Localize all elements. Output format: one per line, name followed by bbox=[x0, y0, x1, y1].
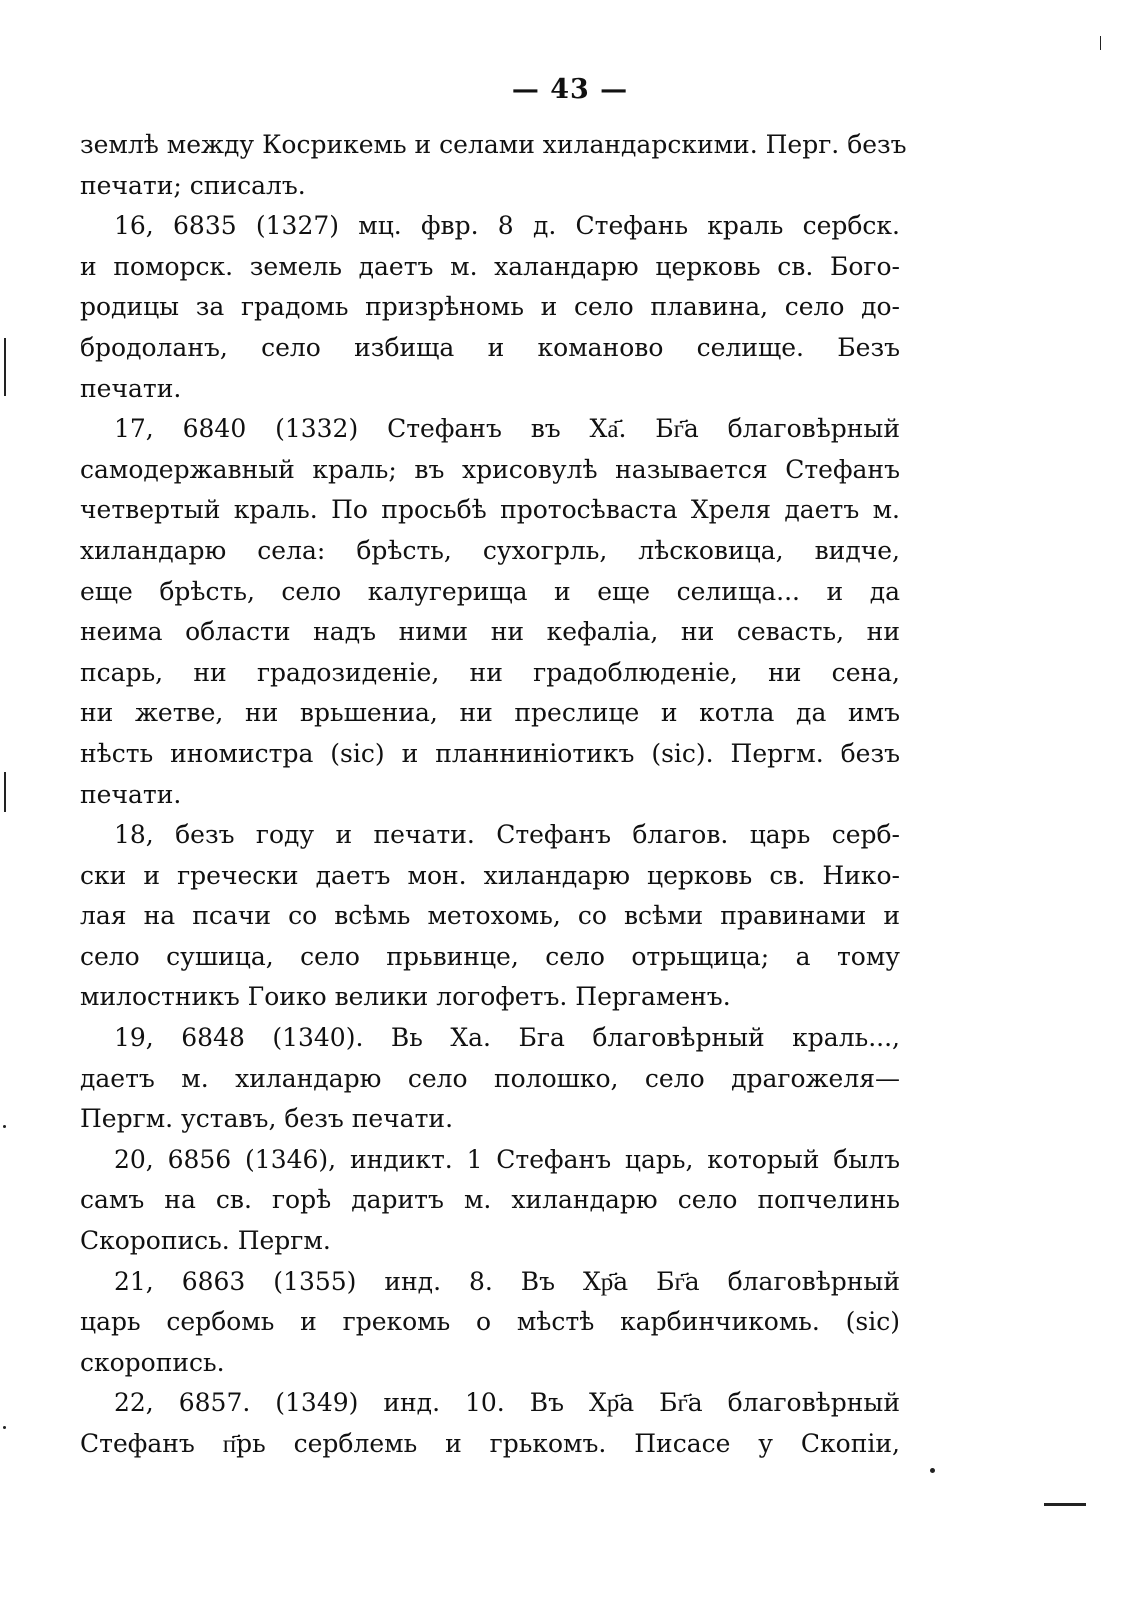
left-margin-scan-line bbox=[4, 772, 6, 812]
entry-18 bbox=[80, 815, 900, 1018]
text-line: 22, 6857. (1349) инд. 10. Въ Хр҃а Бг҃а благовѣрный bbox=[114, 1388, 900, 1418]
entry-22 bbox=[80, 1383, 900, 1464]
text-line: 17, 6840 (1332) Стефанъ въ Ха҃. Бг҃а благовѣрный bbox=[114, 414, 900, 444]
text-line: печати. bbox=[80, 779, 182, 809]
entry-17 bbox=[80, 409, 900, 815]
entry-21 bbox=[80, 1262, 900, 1384]
entry-16 bbox=[80, 206, 900, 409]
text-line: Стефанъ п҃рь серблемь и грькомъ. Писасе у Скопіи, bbox=[80, 1429, 900, 1458]
entry-20 bbox=[80, 1140, 900, 1262]
paragraph-continuation bbox=[80, 125, 907, 206]
text-line: печати; списалъ. bbox=[80, 170, 306, 200]
text-line: ски и гречески даетъ мон. хиландарю церковь св. Нико- bbox=[80, 860, 900, 890]
text-line: хиландарю села: брѣсть, сухогрль, лѣсковица, видче, bbox=[80, 535, 900, 565]
text-line: родицы за градомь призрѣномь и село плавина, село до- bbox=[80, 292, 900, 322]
text-line: четвертый краль. По просьбѣ протосѣваста Хреля даетъ м. bbox=[80, 495, 900, 525]
left-margin-scan-line bbox=[4, 338, 6, 396]
text-line: псарь, ни градозиденіе, ни градоблюденіе, ни сена, bbox=[80, 657, 900, 687]
text-line: нѣсть иномистра (sic) и планниніотикъ (sic). Пергм. безъ bbox=[80, 738, 900, 768]
right-margin-scan-line bbox=[1100, 36, 1101, 50]
text-line: еще брѣсть, село калугерища и еще селища... и да bbox=[80, 576, 900, 606]
text-line: скоропись. bbox=[80, 1347, 225, 1377]
document-body bbox=[80, 125, 907, 1465]
text-line: даетъ м. хиландарю село полошко, село драгожеля— bbox=[80, 1063, 900, 1093]
text-line: Пергм. уставъ, безъ печати. bbox=[80, 1104, 454, 1134]
scan-speck bbox=[930, 1468, 935, 1473]
entry-19 bbox=[80, 1018, 900, 1140]
text-line: Скоропись. Пергм. bbox=[80, 1226, 331, 1256]
bottom-right-scan-dash bbox=[1044, 1503, 1086, 1506]
text-line: самъ на св. горѣ даритъ м. хиландарю село попчелинь bbox=[80, 1185, 900, 1215]
scan-speck bbox=[3, 1426, 6, 1429]
text-line: 20, 6856 (1346), индикт. 1 Стефанъ царь, который былъ bbox=[114, 1144, 900, 1174]
page-number: — 43 — bbox=[511, 74, 629, 105]
text-line: печати. bbox=[80, 373, 182, 403]
text-line: царь сербомь и грекомь о мѣстѣ карбинчикомь. (sic) bbox=[80, 1307, 900, 1337]
text-line: неима области надъ ними ни кефаліа, ни севасть, ни bbox=[80, 617, 900, 647]
text-line: лая на псачи со всѣмь метохомь, со всѣми правинами и bbox=[80, 901, 900, 931]
text-line: ни жетве, ни врьшениа, ни преслице и котла да имъ bbox=[80, 698, 900, 728]
text-line: 19, 6848 (1340). Вь Ха. Бга благовѣрный краль..., bbox=[114, 1023, 900, 1053]
text-line: и поморск. земель даетъ м. халандарю церковь св. Бого- bbox=[80, 251, 900, 281]
text-line: 16, 6835 (1327) мц. фвр. 8 д. Стефань краль сербск. bbox=[114, 211, 900, 241]
text-line: 18, безъ году и печати. Стефанъ благов. царь серб- bbox=[114, 820, 900, 850]
text-line: милостникъ Гоико велики логофетъ. Пергаменъ. bbox=[80, 982, 731, 1012]
text-line: бродоланъ, село избища и команово селище. Безъ bbox=[80, 332, 900, 362]
text-line: землѣ между Косрикемь и селами хиландарскими. Перг. безъ bbox=[80, 130, 907, 159]
text-line: село сушица, село прьвинце, село отрьщица; а тому bbox=[80, 941, 900, 971]
scan-speck bbox=[3, 1125, 6, 1128]
text-line: 21, 6863 (1355) инд. 8. Въ Хр҃а Бг҃а благовѣрный bbox=[114, 1266, 900, 1296]
text-line: самодержавный краль; въ хрисовулѣ называется Стефанъ bbox=[80, 454, 900, 484]
